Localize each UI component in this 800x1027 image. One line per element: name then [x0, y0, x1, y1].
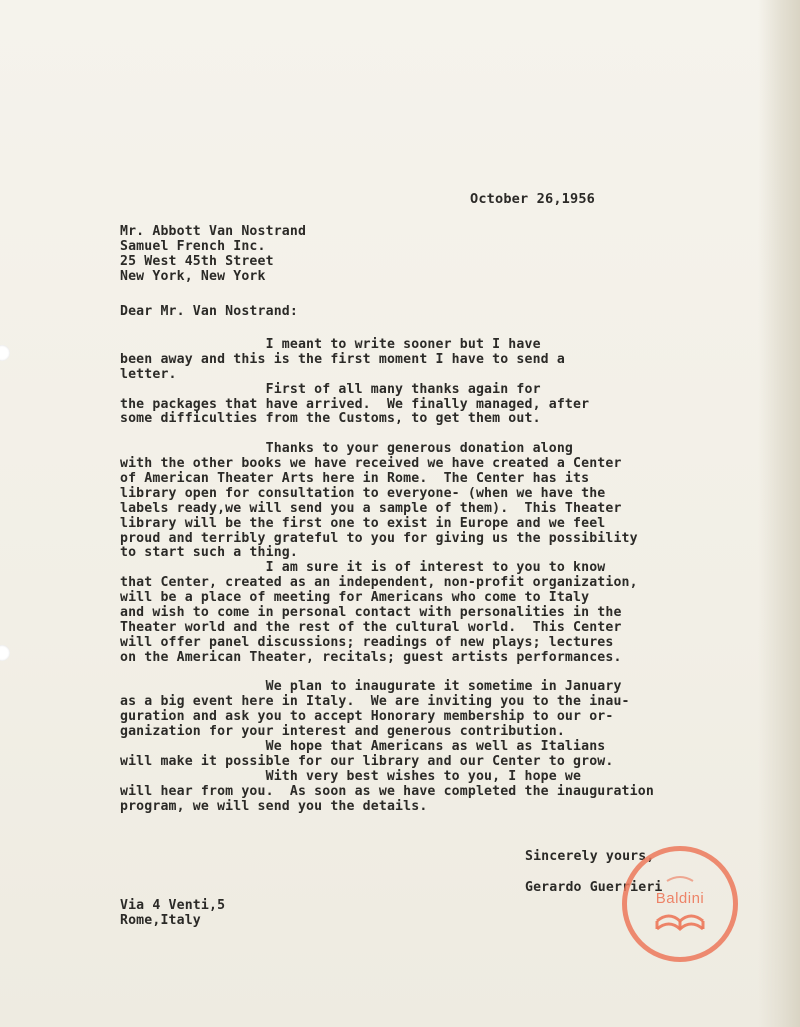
body-line: to start such a thing.: [120, 545, 298, 561]
body-line: will offer panel discussions; readings of new plays; lectures: [120, 634, 614, 650]
address-line: Samuel French Inc.: [120, 238, 266, 254]
body-line: proud and terribly grateful to you for giving us the possibility: [120, 530, 638, 546]
body-line: as a big event here in Italy. We are inviting you to the inau-: [120, 694, 630, 710]
body-line: and wish to come in personal contact with personalities in the: [120, 605, 622, 621]
body-line: We hope that Americans as well as Italians: [120, 739, 606, 755]
body-line: I meant to write sooner but I have: [120, 337, 541, 352]
body-line: library open for consultation to everyone- (when we have the: [120, 485, 606, 501]
recipient-address: [120, 225, 306, 285]
body-line: program, we will send you the details.: [120, 798, 428, 814]
body-line: I am sure it is of interest to you to know: [120, 560, 606, 576]
body-line: Thanks to your generous donation along: [120, 441, 574, 457]
body-line: the packages that have arrived. We finally managed, after: [120, 396, 590, 412]
punch-hole: [0, 345, 10, 361]
body-line: on the American Theater, recitals; guest artists performances.: [120, 649, 622, 665]
body-line: Theater world and the rest of the cultural world. This Center: [120, 619, 622, 635]
body-line: with the other books we have received we have created a Center: [120, 456, 622, 472]
address-line: Mr. Abbott Van Nostrand: [120, 224, 307, 239]
body-line: of American Theater Arts here in Rome. The Center has its: [120, 471, 590, 487]
body-line: We plan to inaugurate it sometime in January: [120, 679, 622, 695]
return-address-line: Rome,Italy: [120, 912, 201, 928]
body-line: will make it possible for our library and our Center to grow.: [120, 753, 614, 769]
address-line: 25 West 45th Street: [120, 253, 274, 269]
body-line: letter.: [120, 366, 177, 382]
body-line: guration and ask you to accept Honorary membership to our or-: [120, 709, 614, 725]
address-line: New York, New York: [120, 268, 266, 284]
stamp-text: Baldini: [655, 890, 705, 907]
body-line: ganization for your interest and generous contribution.: [120, 724, 565, 740]
open-book-icon: [627, 851, 733, 957]
body-line: labels ready,we will send you a sample of them). This Theater: [120, 500, 622, 516]
body-line: some difficulties from the Customs, to get them out.: [120, 411, 541, 427]
signature-name: Gerardo Guerrieri: [525, 880, 663, 895]
body-line: library will be the first one to exist in Europe and we feel: [120, 515, 606, 531]
return-address: [120, 899, 225, 929]
letter-body: [120, 338, 654, 815]
body-line: First of all many thanks again for: [120, 381, 541, 397]
letter-date: October 26,1956: [470, 191, 596, 207]
body-line: With very best wishes to you, I hope we: [120, 768, 582, 784]
punch-hole: [0, 645, 10, 661]
body-line: will be a place of meeting for Americans who come to Italy: [120, 590, 590, 606]
closing: Sincerely yours,: [525, 849, 655, 864]
salutation: Dear Mr. Van Nostrand:: [120, 304, 298, 319]
body-line: [120, 427, 654, 442]
library-stamp: [622, 846, 738, 962]
return-address-line: Via 4 Venti,5: [120, 898, 226, 913]
paper-edge-shadow: [758, 0, 800, 1027]
body-line: that Center, created as an independent, non-profit organization,: [120, 575, 638, 591]
body-line: been away and this is the first moment I have to send a: [120, 351, 565, 367]
body-line: will hear from you. As soon as we have completed the inauguration: [120, 783, 654, 799]
